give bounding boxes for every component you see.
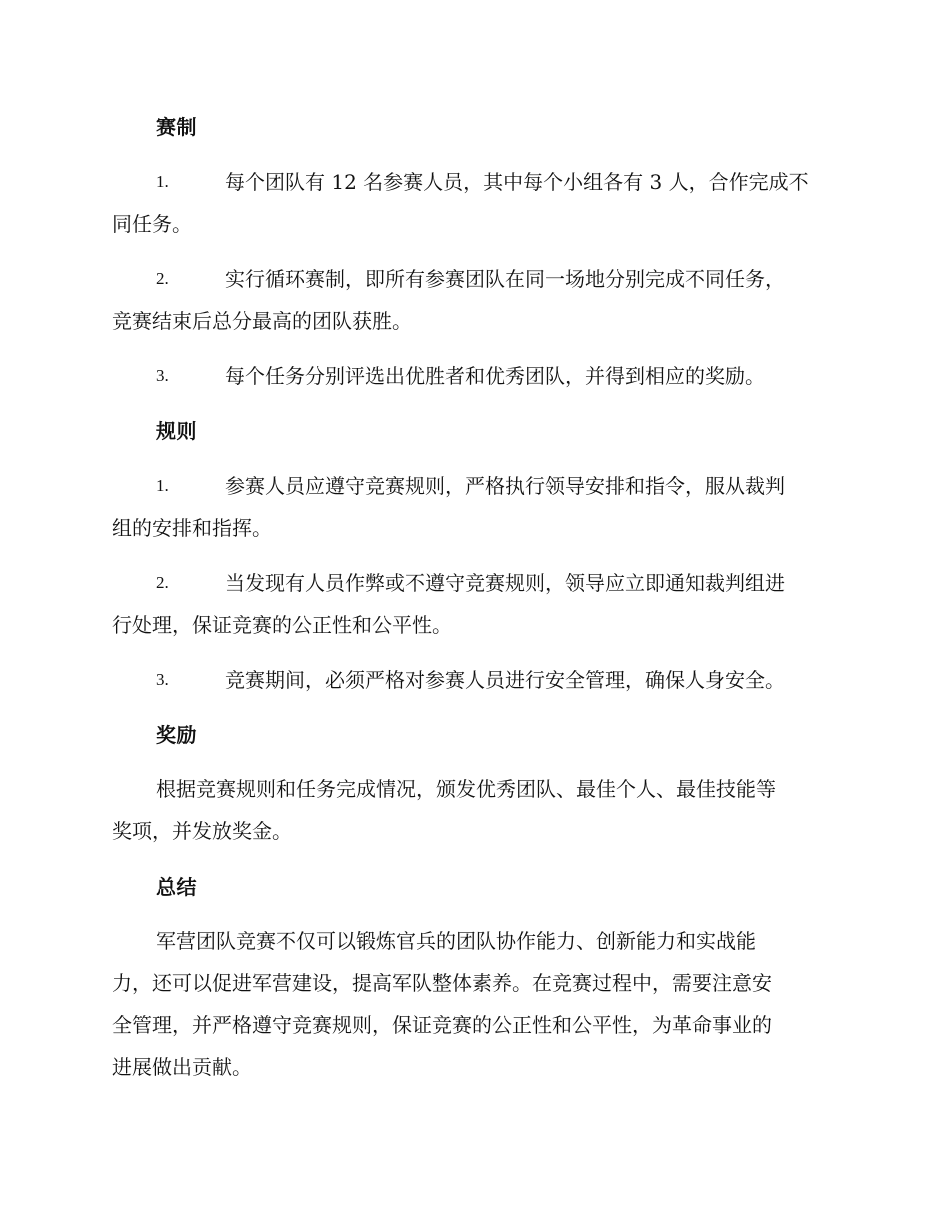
list-number: 1. [156,172,169,191]
section-heading-rules: 规则 [156,419,197,443]
list-number: 3. [156,366,169,385]
list-item-text: 每个团队有 12 名参赛人员，其中每个小组各有 3 人，合作完成不 [225,170,809,194]
rules-item-2 [112,562,838,646]
paragraph-line: 力，还可以促进军营建设，提高军队整体素养。在竞赛过程中，需要注意安 [112,971,772,995]
paragraph-line: 军营团队竞赛不仅可以锻炼官兵的团队协作能力、创新能力和实战能 [156,929,756,953]
list-number: 3. [156,670,169,689]
list-item-text: 每个任务分别评选出优胜者和优秀团队，并得到相应的奖励。 [225,364,765,388]
list-item-text: 参赛人员应遵守竞赛规则，严格执行领导安排和指令，服从裁判 [225,474,785,498]
rewards-paragraph [112,768,838,852]
paragraph-line: 进展做出贡献。 [112,1055,252,1079]
summary-paragraph [112,920,838,1088]
list-item-continuation: 同任务。 [112,212,192,236]
rules-item-1 [112,465,838,549]
format-item-3 [112,355,838,397]
list-item-text: 当发现有人员作弊或不遵守竞赛规则，领导应立即通知裁判组进 [225,571,785,595]
section-heading-rewards: 奖励 [156,723,197,747]
list-item-text: 竞赛期间，必须严格对参赛人员进行安全管理，确保人身安全。 [225,668,785,692]
paragraph-line: 奖项，并发放奖金。 [112,819,292,843]
paragraph-line: 全管理，并严格遵守竞赛规则，保证竞赛的公正性和公平性，为革命事业的 [112,1013,772,1037]
rules-item-3 [112,659,838,701]
list-item-continuation: 竞赛结束后总分最高的团队获胜。 [112,309,412,333]
section-heading-summary: 总结 [156,875,197,899]
list-number: 2. [156,573,169,592]
paragraph-line: 根据竞赛规则和任务完成情况，颁发优秀团队、最佳个人、最佳技能等 [156,777,776,801]
list-item-continuation: 行处理，保证竞赛的公正性和公平性。 [112,613,452,637]
format-item-2 [112,258,838,342]
list-number: 2. [156,269,169,288]
list-item-text: 实行循环赛制，即所有参赛团队在同一场地分别完成不同任务， [225,267,785,291]
section-heading-format: 赛制 [156,115,197,139]
format-item-1 [112,161,838,245]
list-number: 1. [156,476,169,495]
list-item-continuation: 组的安排和指挥。 [112,516,272,540]
